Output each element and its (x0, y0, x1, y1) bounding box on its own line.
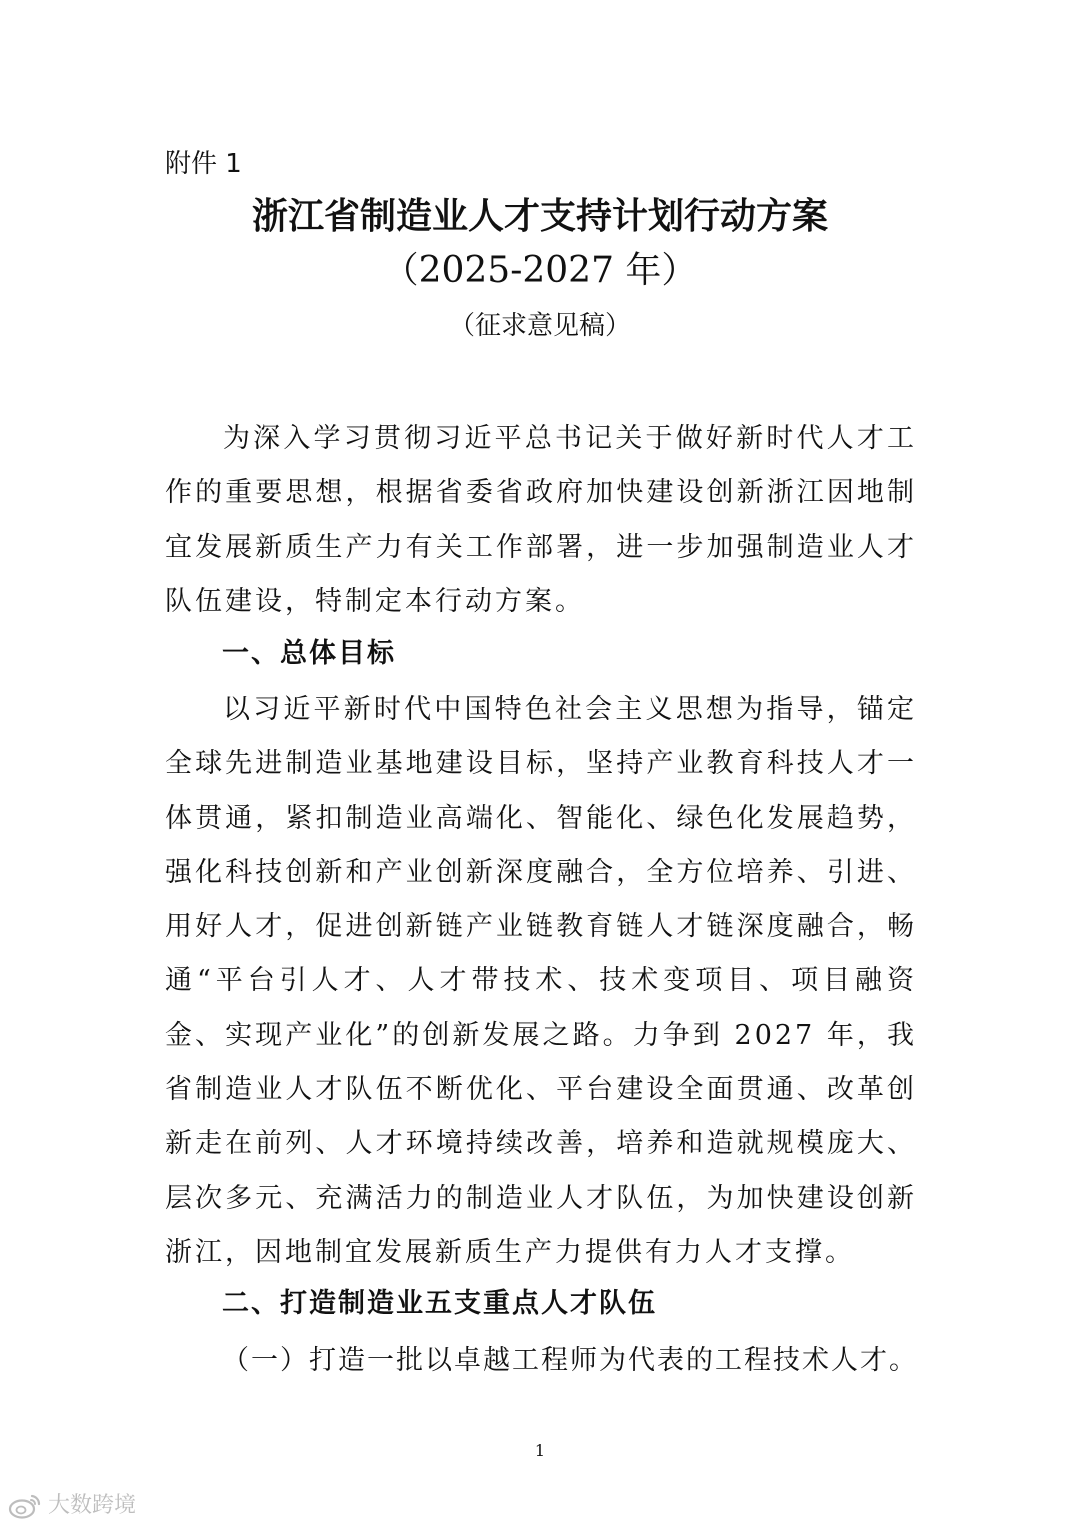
weibo-logo-icon (8, 1493, 42, 1519)
watermark (8, 1492, 136, 1520)
draft-note: （征求意见稿） (448, 311, 631, 341)
attachment-label: 附件 1 (165, 149, 242, 179)
document-title-years: （2025-2027 年） (382, 250, 698, 291)
section-heading-talent-teams: 二、打造制造业五支重点人才队伍 (222, 1288, 657, 1319)
overall-goal-paragraph: 以习近平新时代中国特色社会主义思想为指导，锚定全球先进制造业基地建设目标，坚持产业教育科技人才一体贯通，紧扣制造业高端化、智能化、绿色化发展趋势，强化科技创新和产业创新深度融合，全方位培养、引进、用好人才，促进创新链产业链教育链人才链深度融合，畅通“平台引人才、人才带技术、技术变项目、项目融资金、实现产业化”的创新发展之路。力争到 2027 年，我省制造业人才队伍不断优化、平台建设全面贯通、改革创新走在前列、人才环境持续改善，培养和造就规模庞大、层次多元、充满活力的制造业人才队伍，为加快建设创新浙江，因地制宜发展新质生产力提供有力人才支撑。 (165, 694, 917, 1268)
subsection-heading-engineering-talent: （一）打造一批以卓越工程师为代表的工程技术人才。 (222, 1345, 918, 1376)
section-heading-overall-goal: 一、总体目标 (222, 638, 396, 669)
document-title: 浙江省制造业人才支持计划行动方案 (251, 196, 828, 237)
watermark-text: 大数跨境 (48, 1493, 137, 1518)
page-number: 1 (534, 1441, 546, 1460)
intro-paragraph: 为深入学习贯彻习近平总书记关于做好新时代人才工作的重要思想，根据省委省政府加快建设创新浙江因地制宜发展新质生产力有关工作部署，进一步加强制造业人才队伍建设，特制定本行动方案。 (165, 423, 917, 617)
